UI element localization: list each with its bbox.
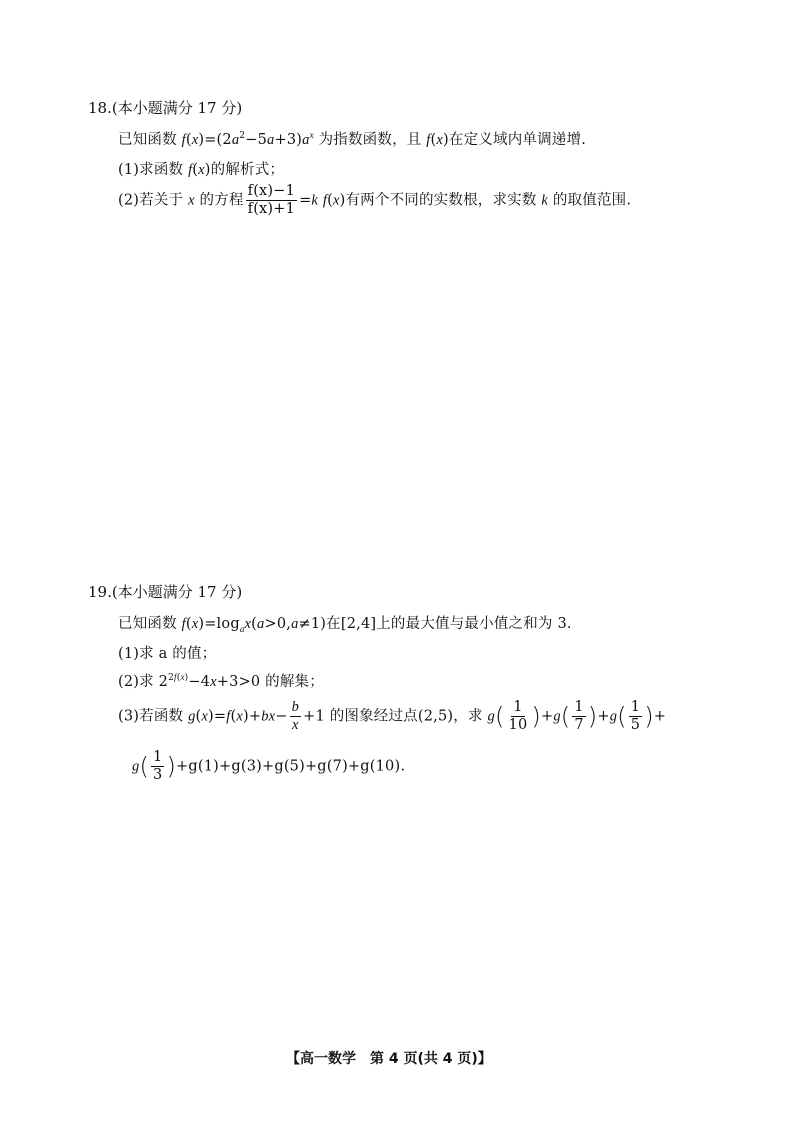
q19-intro-text-a: 已知函数 [118,616,182,632]
q18-fraction-denominator: f(x)+1 [247,201,296,218]
q18-part1-text-b: 的解析式； [210,162,285,178]
q19-intro-text-b: 在[2,4]上的最大值与最小值之和为 3. [326,616,572,632]
q18-part2-text-b: 的方程 [194,192,244,209]
question-19-points: (本小题满分 17 分) [111,583,243,601]
page-footer: 【高一数学 第 4 页(共 4 页)】 [286,1051,492,1067]
q18-intro-text-c: 在定义域内单调递增. [448,132,586,148]
q19-part2-text-a: (2)求 [118,674,159,690]
question-19-part-3: (3)若函数 g(x)=f(x)+bx− $\frac{b}{x}$ +1 的图象经过点(2,5)，求 g( $\frac{1}{10}$ )+g( $\frac{1}{7}$ )+g( $\frac{1}{5}$ )+ [118,699,667,734]
question-18-part-1: (1)求函数 f(x)的解析式； [118,162,285,178]
q18-fraction [246,184,297,217]
q18-formula-fx: f [181,132,186,148]
question-19-number: 19. [88,583,112,601]
q18-part1-text-a: (1)求函数 [118,162,189,178]
q18-intro-text-b: 为指数函数，且 [318,132,427,148]
question-19-header [88,581,242,602]
q18-part2-text-a: (2)若关于 [118,192,189,209]
q19-fraction-b-over-x: $\frac{b}{x}$ [291,699,300,734]
q19-part3-text-b: 的图象经过点(2,5)，求 [329,708,488,725]
q18-intro-text-a: 已知函数 [118,132,182,148]
question-18-number: 18. [88,99,112,117]
question-18-header [88,97,242,118]
q19-part3-line2-tail: +g(1)+g(3)+g(5)+g(7)+g(10). [176,758,406,775]
q19-part3-text-a: (3)若函数 [118,708,189,725]
question-19-part-3-line-2: g( $\frac{1}{3}$ )+g(1)+g(3)+g(5)+g(7)+g(10). [132,749,406,784]
question-18-part-2: (2)若关于 x 的方程 $\frac{f(x)-1}{f(x)+1}$ =k f(x)有两个不同的实数根，求实数 k 的取值范围. [118,183,632,218]
q18-part2-text-d: 的取值范围. [548,192,632,209]
q18-fraction-numerator: f(x)−1 [246,184,297,201]
question-18-points: (本小题满分 17 分) [111,99,243,117]
question-19-part-2: (2)求 $2^{2f(x)}-4x+3>0$ 的解集； [118,672,324,690]
q18-part2-text-c: 有两个不同的实数根，求实数 [345,192,542,209]
question-19-intro: 已知函数 $f(x)=\log_ax(a>0,a\ne 1)$在[2,4]上的最大值与最小值之和为 3. [118,616,572,634]
q19-part2-text-b: 的解集； [265,674,324,690]
question-19-part-1: (1)求 a 的值； [118,646,217,662]
question-18-intro: 已知函数 $f(x)=(2a^2-5a+3)a^x$ 为指数函数，且 f(x)在定义域内单调递增. [118,130,586,148]
